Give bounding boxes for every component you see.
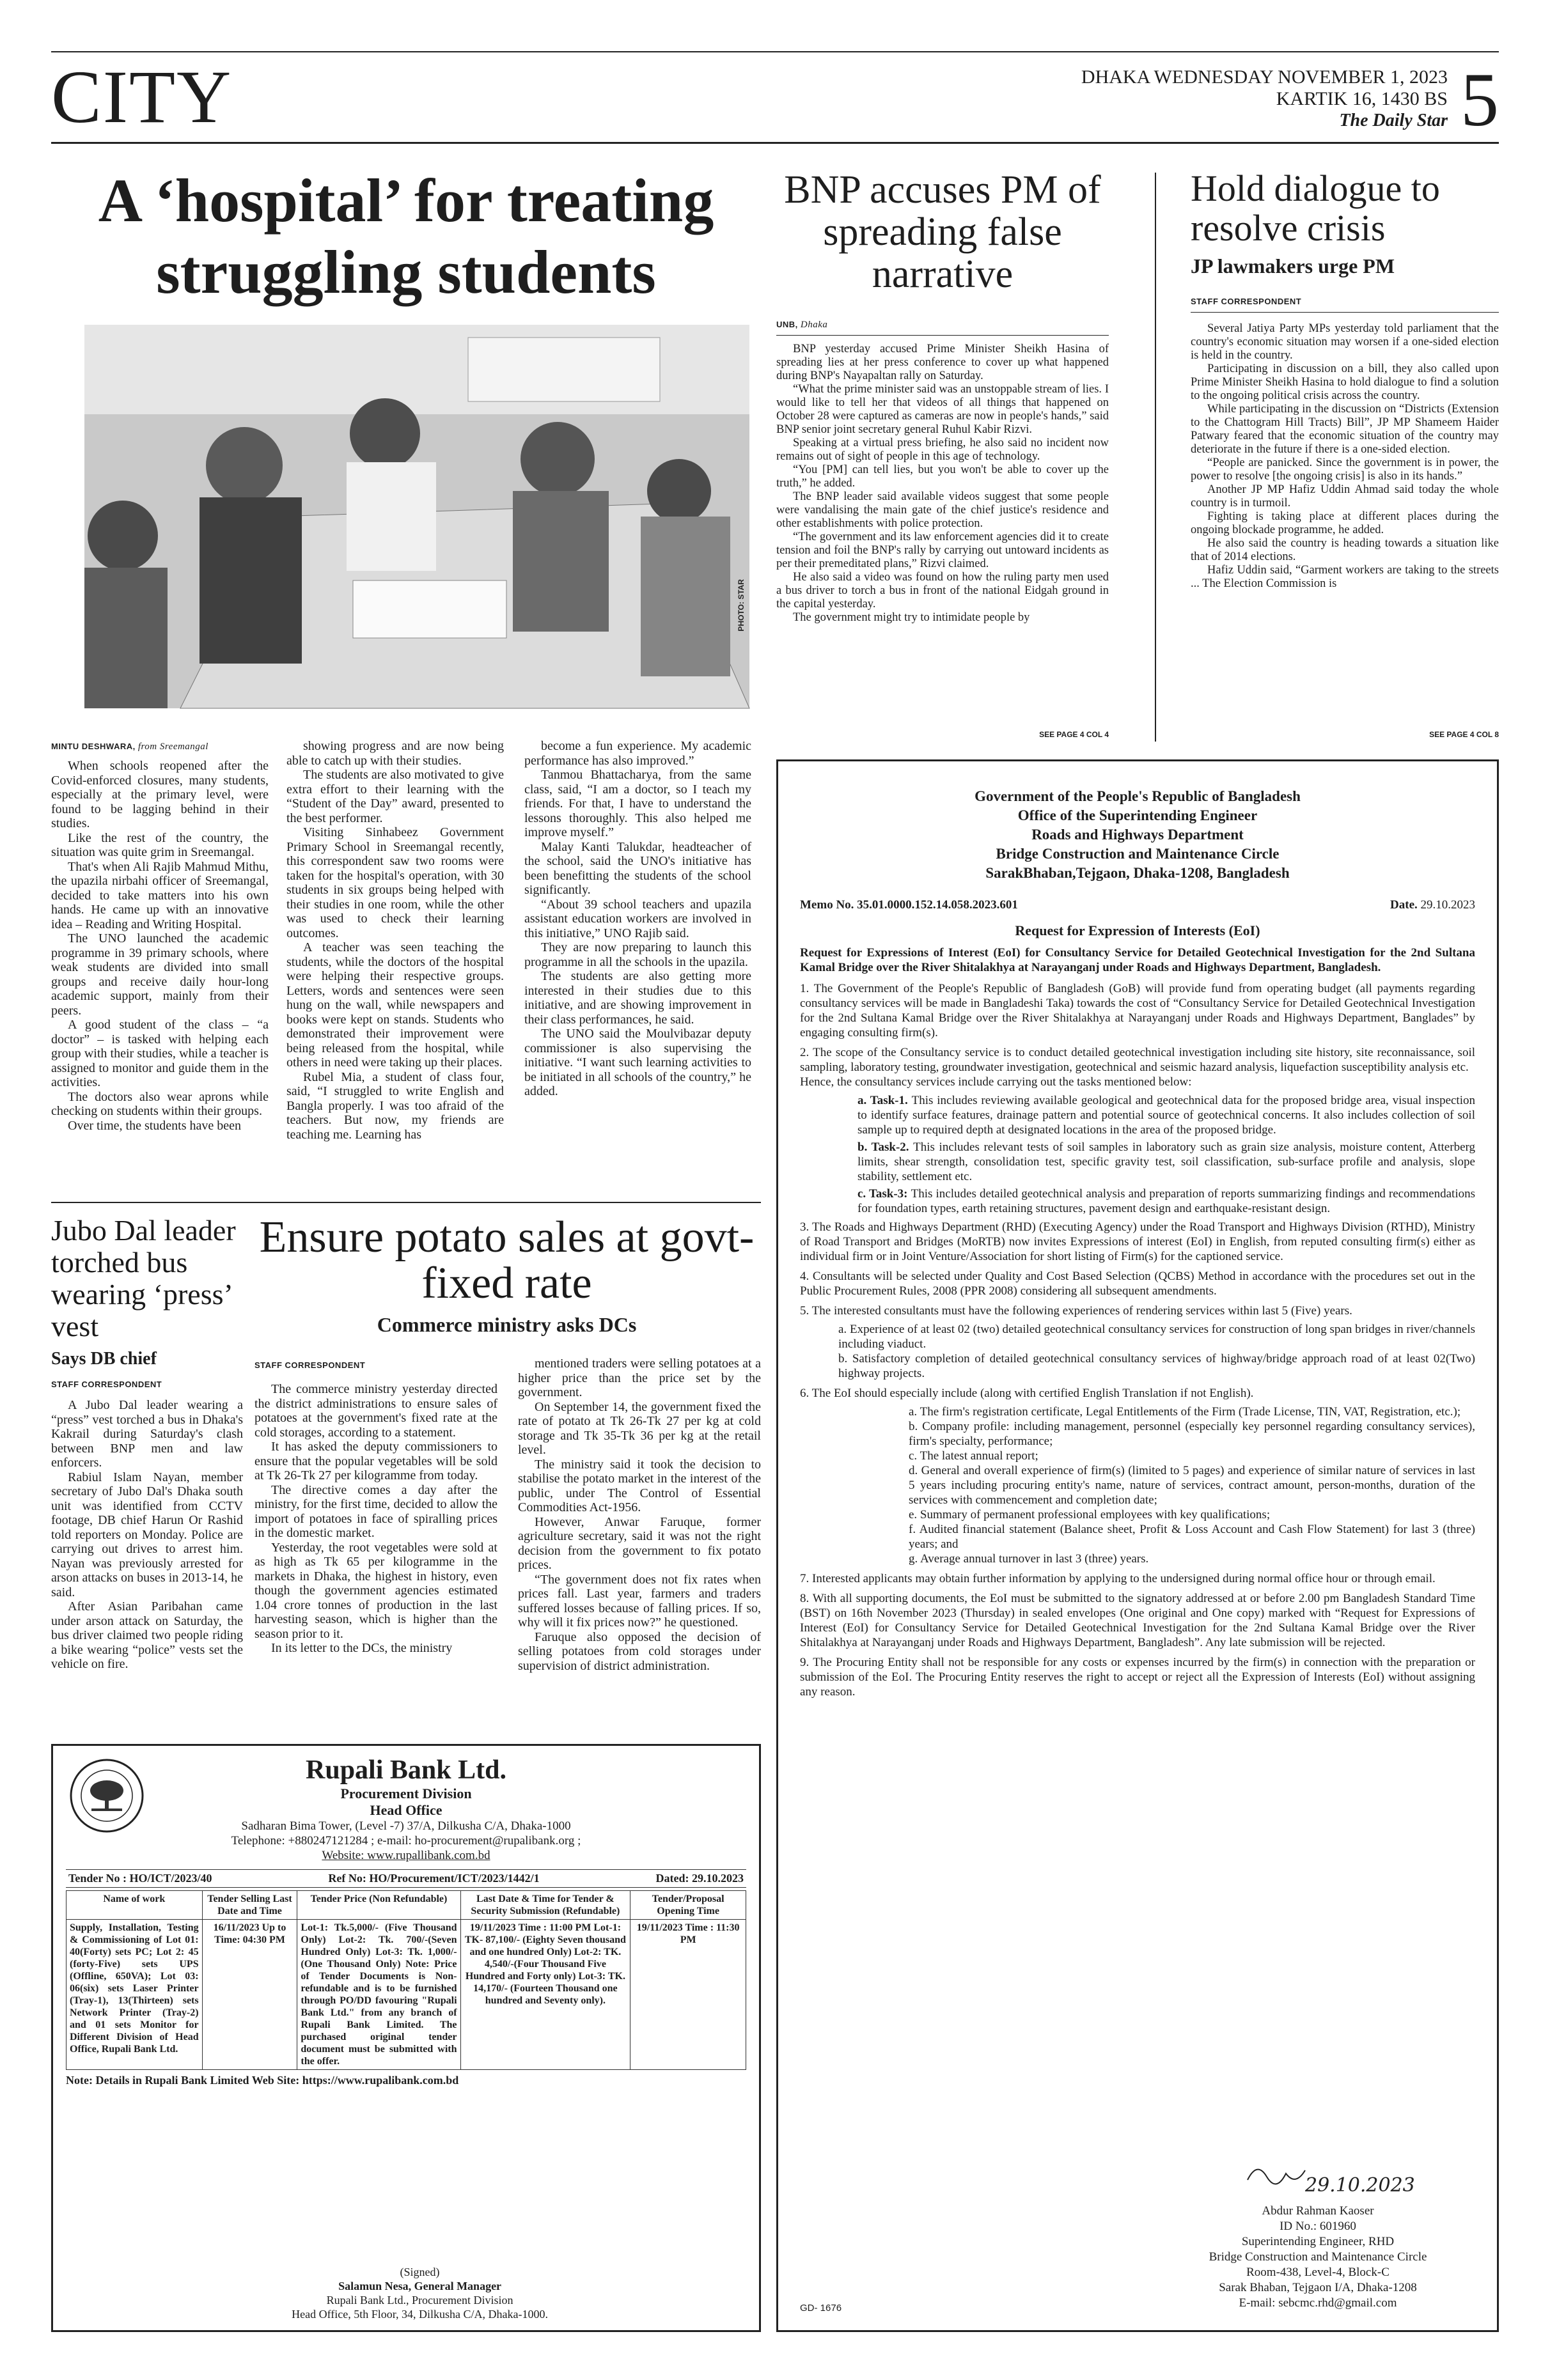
lead-paragraph: A teacher was seen teaching the students, while the doctors of the hospital were helping their respective groups. Letters, words and sentences were seen hung on the wall, while newspapers and books were kept on stands. Students who demonstrated their improvement were being released from the hospital, while others in need were taking up their places. (286, 940, 504, 1069)
jp-byline: STAFF CORRESPONDENT (1191, 297, 1302, 306)
jp-paragraph: Another JP MP Hafiz Uddin Ahmad said today the whole country is in turmoil. (1191, 483, 1499, 509)
rhd-eoi-ad (776, 759, 1499, 2332)
rupali-note: Note: Details in Rupali Bank Limited Web Site: https://www.rupalibank.com.bd (66, 2074, 459, 2087)
rhd-task-item (857, 1186, 1475, 1216)
lead-paragraph: The students are also motivated to give extra effort to their learning with the “Student of the Day” award, presented to the best performer. (286, 768, 504, 825)
jp-headline: Hold dialogue to resolve crisis (1191, 167, 1440, 249)
photo-illustration (84, 325, 749, 708)
rupali-telephone: Telephone: +880247121284 ; e-mail: ho-procurement@rupalibank.org ; (231, 1834, 581, 1847)
jp-paragraph: Participating in discussion on a bill, they also called upon Prime Minister Sheikh Hasina to hold dialogue to find a solution to the ongoing political crisis across the country. (1191, 362, 1499, 402)
rupali-bank-logo (68, 1757, 145, 1834)
rhd-header-line: Office of the Superintending Engineer (1017, 807, 1258, 823)
jp-subhead: JP lawmakers urge PM (1191, 254, 1395, 277)
rhd-task-label: c. Task-3: (857, 1187, 911, 1201)
rhd-title: Request for Expression of Interests (EoI) (1015, 922, 1260, 938)
rupali-bank-ad (51, 1744, 761, 2332)
jubo-paragraph: After Asian Paribahan came under arson attack on Saturday, the bus driver claimed two people riding a bike wearing “police” vests set the vehicle on fire. (51, 1599, 243, 1671)
signature-date: 29.10.2023 (1305, 2174, 1415, 2197)
rhd-p1: 1. The Government of the People's Republic of Bangladesh (GoB) will provide fund from operating budget (all payments regarding consultancy services will be made in Bangladeshi Taka) towards the cost of “Consultancy Service for Detailed Geotechnical Investigation for the 2nd Sultana Kamal Bridge over the River Shitalakhya at Narayanganj under Roads and Highways Department, Banglades” by engaging consulting firm(s). (800, 982, 1475, 1039)
jp-paragraph: Hafiz Uddin said, “Garment workers are taking to the streets ... The Election Commission is (1191, 564, 1499, 590)
rhd-p5-items (838, 1322, 1475, 1381)
potato-paragraph: The ministry said it took the decision to stabilise the potato market in the interest of the public, under The Control of Essential Commodities Act-1956. (518, 1457, 761, 1514)
th-selling-date: Tender Selling Last Date and Time (202, 1891, 297, 1920)
potato-paragraph: Faruque also opposed the decision of selling potatoes from cold storages under supervision of district administration. (518, 1629, 761, 1673)
th-submission: Last Date & Time for Tender & Security Submission (Refundable) (460, 1891, 630, 1920)
bnp-paragraph: “You [PM] can tell lies, but you won't be able to cover up the truth,” he added. (776, 463, 1109, 490)
jp-see-page: SEE PAGE 4 COL 8 (1429, 730, 1499, 739)
rhd-p8: 8. With all supporting documents, the EoI must be submitted to the signatory addressed at or before 2.00 pm Bangladesh Standard Time (BST) on 16th November 2023 (Thursday) in sealed envelopes (One original and One copy) marked with “Request for Expressions of Interest (EoI) for Consultancy Service for Detailed Geotechnical Investigation for the 2nd Sultana Kamal Bridge over the River Shitalakhya at Narayanganj under Roads and Highways Department, Bangladesh”. Any late submission will be rejected. (800, 1592, 1475, 1649)
rhd-task-text: This includes relevant tests of soil samples in laboratory such as grain size analysis, moisture content, Atterberg limits, shear strength, consolidation test, specific gravity test, soil classification, sub-surface profile and analysis, slope stability, settlement etc. (857, 1140, 1475, 1183)
th-price: Tender Price (Non Refundable) (297, 1891, 460, 1920)
bnp-paragraph: BNP yesterday accused Prime Minister Sheikh Hasina of spreading lies at her press conference to cover up what happened during BNP's Nayapaltan rally on Saturday. (776, 343, 1109, 382)
lead-paragraph: Visiting Sinhabeez Government Primary School in Sreemangal recently, this correspondent saw two rooms were taken for the hospital's operation, with 30 students in six groups being helped with their studies in one room, while the other was used to check their learning outcomes. (286, 825, 504, 940)
lead-column-3-text (524, 739, 751, 1099)
rhd-memo: Memo No. 35.01.0000.152.14.058.2023.601 (800, 898, 1018, 912)
potato-paragraph: In its letter to the DCs, the ministry (271, 1641, 453, 1655)
rhd-sig-line: Sarak Bhaban, Tejgaon I/A, Dhaka-1208 (1219, 2281, 1417, 2294)
lead-paragraph: A good student of the class – “a doctor” – is tasked with helping each group with their studies, while a teacher is assigned to monitor and guide them in the activities. (51, 1018, 269, 1089)
rupali-tender-table (66, 1890, 746, 2070)
lead-paragraph: Malay Kanti Talukdar, headteacher of the school, said the UNO's initiative has been benefitting the students of the school significantly. (524, 839, 751, 897)
lead-paragraph: Rubel Mia, a student of class four, said, “I struggled to write English and Bangla properly. I was too afraid of the teachers. But now, my friends are teaching me. Learning has (286, 1069, 504, 1142)
rupali-sig-addr: Head Office, 5th Floor, 34, Dilkusha C/A, Dhaka-1000. (292, 2308, 548, 2321)
rhd-sig-line: Bridge Construction and Maintenance Circle (1209, 2250, 1427, 2264)
lead-headline: A ‘hospital’ for treating struggling students (98, 166, 714, 306)
rhd-p6: 6. The EoI should especially include (along with certified English Translation if not English). (800, 1387, 1254, 1400)
td-opening: 19/11/2023 Time : 11:30 PM (630, 1920, 746, 2070)
lead-paragraph: Over time, the students have been (68, 1118, 242, 1133)
lead-bottom-rule (51, 1202, 761, 1203)
lead-byline (51, 742, 269, 752)
lead-paragraph: The UNO said the Moulvibazar deputy commissioner is also supervising the initiative. “I want such learning activities to be initiated in all schools of the country,” he added. (524, 1027, 751, 1098)
rhd-sig-lines (1177, 2204, 1459, 2311)
potato-paragraph: On September 14, the government fixed the rate of potato at Tk 26-Tk 27 per kg at cold storage and Tk 35-Tk 36 per kg at the retail level. (518, 1399, 761, 1457)
td-selling: 16/11/2023 Up to Time: 04:30 PM (202, 1920, 297, 2070)
rhd-p7: 7. Interested applicants may obtain further information by applying to the undersigned during normal office hour or through email. (800, 1572, 1436, 1585)
bangla-date: KARTIK 16, 1430 BS (1276, 88, 1448, 109)
potato-paragraph: The directive comes a day after the ministry, for the first time, decided to allow the import of potatoes in face of spiralling prices in the domestic market. (254, 1482, 497, 1540)
rhd-task-label: a. Task-1. (857, 1094, 912, 1107)
rhd-p6-items (909, 1404, 1475, 1566)
rhd-subject: Request for Expressions of Interest (EoI) for Consultancy Service for Detailed Geotechnical Investigation for the 2nd Sultana Kamal Bridge over the River Shitalakhya at Narayanganj under Roads and Highways Department, Bangladesh. (800, 946, 1475, 974)
rhd-p2b: Hence, the consultancy services include carrying out the tasks mentioned below: (800, 1075, 1192, 1089)
rhd-task-label: b. Task-2. (857, 1140, 914, 1154)
jubo-subhead: Says DB chief (51, 1349, 157, 1369)
rhd-header-line: Government of the People's Republic of Bangladesh (975, 788, 1301, 804)
rhd-p3: 3. The Roads and Highways Department (RHD) (Executing Agency) under the Road Transport and Highways Division (RTHD), Ministry of Road Transport and Bridges (MoRTB) now invites Expressions of interest (EoI) in English, from reputed consulting firm(s) either as individual firm or in Joint Venture/Association for short listing of Firm(s) for the captioned service. (800, 1220, 1475, 1263)
bnp-rule (776, 335, 1109, 336)
rhd-eoi-item: g. Average annual turnover in last 3 (three) years. (909, 1552, 1149, 1566)
rhd-p2: 2. The scope of the Consultancy service is to conduct detailed geotechnical investigation including site history, site reconnaissance, soil sampling, laboratory testing, groundwater investigation, geotechnical and seismic hazard analysis, liquefaction susceptibility analysis etc. (800, 1046, 1475, 1074)
rupali-name: Rupali Bank Ltd. (306, 1755, 506, 1785)
lead-paragraph: showing progress and are now being able to catch up with their studies. (286, 739, 504, 768)
lead-paragraph: The UNO launched the academic programme in 39 primary schools, where weak students are divided into small groups and receive daily hour-long academic support, mainly from their peers. (51, 931, 269, 1018)
bnp-paragraph: He also said a video was found on how the ruling party men used a bus driver to torch a bus in front of the national Eidgah ground in the capital yesterday. (776, 571, 1109, 611)
rhd-header (800, 787, 1475, 883)
rupali-website[interactable]: Website: www.rupallibank.com.bd (322, 1849, 490, 1862)
rhd-eoi-item: d. General and overall experience of firm(s) (limited to 5 pages) and experience of similar nature of services in last 5 years including procuring entity's name, nature of services, contract amount, person-months, duration of the services with commencement and completion date; (909, 1464, 1475, 1507)
rupali-tender-no: Tender No : HO/ICT/2023/40 (68, 1872, 212, 1885)
rupali-office: Head Office (370, 1802, 442, 1818)
potato-column-1 (254, 1382, 497, 1656)
lead-column-2-text (286, 739, 504, 1142)
potato-headline: Ensure potato sales at govt-fixed rate (259, 1213, 755, 1308)
th-name-of-work: Name of work (67, 1891, 203, 1920)
bnp-byline (776, 320, 827, 331)
lead-col-1 (51, 742, 269, 1133)
section-title: CITY (51, 55, 233, 139)
lead-byline-place: from Sreemangal (137, 742, 208, 752)
jubo-story (51, 1215, 243, 1672)
bnp-byline-place: Dhaka (800, 320, 828, 330)
photo-credit: PHOTO: STAR (737, 579, 746, 632)
potato-paragraph: The commerce ministry yesterday directed the district administrations to ensure sales of potatoes at the government's fixed rate at the cold storages, according to a statement. (254, 1382, 497, 1440)
td-submission: 19/11/2023 Time : 11:00 PM Lot-1: TK- 87,100/- (Eighty Seven thousand and one hundred Only) Lot-2: TK. 4,540/-(Four Thousand Five Hundred and Forty only) Lot-3: TK. 14,170/- (Fourteen Thousand one hundred and Seventy only). (460, 1920, 630, 2070)
rhd-p9: 9. The Procuring Entity shall not be responsible for any costs or expenses incurred by the firm(s) in connection with the preparation or submission of the EoI. The Procuring Entity reserves the right to accept or reject all the Expression of Interests (EoI) without assigning any reason. (800, 1656, 1475, 1699)
rhd-sig-line: E-mail: sebcmc.rhd@gmail.com (1239, 2296, 1397, 2310)
potato-byline: STAFF CORRESPONDENT (254, 1360, 366, 1370)
lead-paragraph: That's when Ali Rajib Mahmud Mithu, the upazila nirbahi officer of Sreemangal, decided to take matters into his own hands. He came up with an innovative idea – Reading and Writing Hospital. (51, 859, 269, 931)
potato-subhead: Commerce ministry asks DCs (377, 1313, 637, 1336)
rhd-date-value: 29.10.2023 (1420, 898, 1475, 912)
jp-paragraph: Several Jatiya Party MPs yesterday told parliament that the country's economic situation may worsen if a one-sided election is held in the country. (1191, 322, 1499, 362)
rupali-signed: (Signed) (400, 2266, 440, 2278)
rhd-header-line: Roads and Highways Department (1031, 827, 1244, 843)
lead-paragraph: “About 39 school teachers and upazila assistant education workers are involved in this initiative,” UNO Rajib said. (524, 897, 751, 940)
rhd-task-text: This includes detailed geotechnical analysis and preparation of reports summarizing findings and recommendations for foundation types, earth retaining structures, pavement design and earthquake-resistant design. (857, 1187, 1475, 1215)
rupali-division: Procurement Division (340, 1785, 472, 1801)
handwritten-signature (1235, 2154, 1415, 2199)
rhd-date: Date. 29.10.2023 (1390, 898, 1475, 912)
bnp-paragraph: “The government and its law enforcement agencies did it to create tension and foil the BNP's rally by carrying out untoward incidents as per their premeditated plans,” Rizvi claimed. (776, 531, 1109, 570)
jubo-byline: STAFF CORRESPONDENT (51, 1380, 162, 1389)
rupali-signature (292, 2265, 548, 2321)
bnp-headline: BNP accuses PM of spreading false narrative (784, 168, 1101, 296)
lead-paragraph: become a fun experience. My academic performance has also improved.” (524, 739, 751, 768)
potato-head (253, 1215, 761, 1337)
bnp-paragraph: “What the prime minister said was an unstoppable stream of lies. I would like to tell her that videos of all things that happened on October 28 were captured as cameras are now in people's hands,” said BNP senior joint secretary general Ruhul Kabir Rizvi. (776, 383, 1109, 436)
potato-paragraph: However, Anwar Faruque, former agriculture secretary, said it was not the right decision from the government to fix potato prices. (518, 1514, 761, 1572)
rupali-sig-name: Salamun Nesa, General Manager (338, 2280, 502, 2292)
lead-paragraph: Like the rest of the country, the situation was quite grim in Sreemangal. (51, 830, 269, 859)
lead-byline-name: MINTU DESHWARA, (51, 742, 136, 751)
rupali-dated: Dated: 29.10.2023 (655, 1872, 744, 1885)
rhd-task-item (857, 1093, 1475, 1137)
rupali-sig-org: Rupali Bank Ltd., Procurement Division (326, 2294, 513, 2306)
rhd-eoi-item: b. Company profile: including management, personnel (especially key personnel regarding consultancy services), firm's specialty, performance; (909, 1420, 1475, 1448)
page-number: 5 (1460, 57, 1499, 142)
rhd-task-item (857, 1140, 1475, 1184)
potato-paragraph: Yesterday, the root vegetables were sold at as high as Tk 65 per kilogramme in the markets in Dhaka, the highest in history, even though the government agencies estimated 1.04 crore tonnes of production in the last harvesting season, which is higher than the season prior to it. (254, 1540, 497, 1641)
rhd-experience-item: b. Satisfactory completion of detailed geotechnical consultancy services of highway/bridge approach road of at least 02(Two) highway projects. (838, 1352, 1475, 1380)
rhd-header-line: Bridge Construction and Maintenance Circle (996, 846, 1280, 862)
bnp-paragraph: The BNP leader said available videos suggest that some people were vandalising the main gate of the chief justice's residence and other establishments with police protection. (776, 490, 1109, 530)
lead-paragraph: Tanmou Bhattacharya, from the same class, said, “I am a doctor, so I teach my friends. For that, I have to understand the lessons thoroughly. This also helped me improve myself.” (524, 768, 751, 839)
potato-paragraph: It has asked the deputy commissioners to ensure that the popular vegetables will be sold at Tk 26-Tk 27 per kilogramme from today. (254, 1440, 497, 1482)
lead-paragraph: The students are also getting more interested in their studies due to this initiative, and are showing improvement in their class performances, he said. (524, 969, 751, 1027)
td-price: Lot-1: Tk.5,000/- (Five Thousand Only) Lot-2: Tk. 700/-(Seven Hundred Only) Lot-3: Tk. 1,000/-(One Thousand Only) Note: Price of Tender Documents is Non-refundable and is to be furnished through PO/DD favouring "Rupali Bank Ltd." from any branch of Rupali Bank Limited. The purchased original tender document must be submitted with the offer. (297, 1920, 460, 2070)
rhd-sig-line: Room-438, Level-4, Block-C (1246, 2266, 1390, 2279)
lead-column-1-text (51, 759, 269, 1133)
jp-paragraph: “People are panicked. Since the government is in power, the power to resolve [the ongoing crisis] is also in its hands.” (1191, 456, 1499, 483)
rhd-gd-number: GD- 1676 (800, 2303, 842, 2314)
dateline-block (1081, 66, 1448, 132)
rupali-ref-row (66, 1869, 746, 1888)
masthead-rule (51, 142, 1499, 144)
rhd-sig-line: Superintending Engineer, RHD (1241, 2235, 1395, 2248)
rhd-tasks (857, 1093, 1475, 1216)
jp-paragraph: Fighting is taking place at different places during the ongoing blockade programme, he added. (1191, 510, 1499, 536)
rhd-sig-line: Abdur Rahman Kaoser (1262, 2204, 1374, 2218)
rhd-eoi-item: f. Audited financial statement (Balance sheet, Profit & Loss Account and Cash Flow Statement) for last 3 (three) years; and (909, 1523, 1475, 1551)
jp-body (1191, 322, 1499, 591)
rhd-eoi-item: a. The firm's registration certificate, Legal Entitlements of the Firm (Trade License, TIN, VAT, Registration, etc.); (909, 1405, 1461, 1419)
td-work: Supply, Installation, Testing & Commissioning of Lot 01: 40(Forty) sets PC; Lot 2: 45 (forty-Five) sets UPS (Offline, 650VA); Lot 03: 06(six) sets Laser Printer (Tray-1), 13(Thirteen) sets Network Printer (Tray-2) and 01 sets Monitor for Different Division of Head Office, Rupali Bank Ltd. (67, 1920, 203, 2070)
rhd-experience-item: a. Experience of at least 02 (two) detailed geotechnical consultancy services for construction of long span bridges in river/channels including viaduct. (838, 1323, 1475, 1351)
th-opening: Tender/Proposal Opening Time (630, 1891, 746, 1920)
rhd-eoi-item: c. The latest annual report; (909, 1449, 1038, 1463)
top-rule (51, 51, 1499, 52)
jubo-body (51, 1398, 243, 1672)
bnp-body (776, 343, 1109, 625)
jubo-headline: Jubo Dal leader torched bus wearing ‘press’ vest (51, 1214, 236, 1342)
rhd-eoi-item: e. Summary of permanent professional employees with key qualifications; (909, 1508, 1271, 1521)
jubo-paragraph: A Jubo Dal leader wearing a “press” vest torched a bus in Dhaka's Kakrail during Saturday's clash between BNP men and law enforcers. (51, 1398, 243, 1470)
rhd-p5: 5. The interested consultants must have the following experiences of rendering services within last 5 (Five) years. (800, 1304, 1352, 1318)
bnp-paragraph: Speaking at a virtual press briefing, he also said no incident now remains out of sight of people in this age of technology. (776, 437, 1109, 463)
paper-logo: The Daily Star (1339, 111, 1448, 130)
jp-paragraph: While participating in the discussion on “Districts (Extension to the Chattogram Hill Tracts) Bill”, JP MP Shameem Haider Patwary feared that the economic situation of the country may deteriorate in the future if there is a one-sided election. (1191, 403, 1499, 456)
bnp-paragraph: The government might try to intimidate people by (793, 611, 1030, 624)
rhd-p4: 4. Consultants will be selected under Quality and Cost Based Selection (QCBS) Method in accordance with the procedures set out in the Public Procurement Rules, 2008 (PPR 2008) considering all subsequent amendments. (800, 1270, 1475, 1298)
tender-header-row (67, 1891, 746, 1920)
jp-paragraph: He also said the country is heading towards a situation like that of 2014 elections. (1191, 537, 1499, 563)
lead-paragraph: They are now preparing to launch this programme in all the schools in the upazila. (524, 940, 751, 969)
rhd-sig-line: ID No.: 601960 (1280, 2220, 1356, 2233)
bnp-see-page: SEE PAGE 4 COL 4 (1039, 730, 1109, 739)
rupali-address: Sadharan Bima Tower, (Level -7) 37/A, Dilkusha C/A, Dhaka-1000 (241, 1819, 571, 1833)
tender-row (67, 1920, 746, 2070)
rhd-header-line: SarakBhaban,Tejgaon, Dhaka-1208, Bangladesh (985, 865, 1290, 881)
rupali-ref-no: Ref No: HO/Procurement/ICT/2023/1442/1 (328, 1872, 540, 1885)
jubo-paragraph: Rabiul Islam Nayan, member secretary of Jubo Dal's Dhaka south unit was identified from CCTV footage, DB chief Harun Or Rashid told reporters on Monday. Police are carrying out drives to arrest him. Nayan was previously arrested for arson attacks on buses in 2013-14, he said. (51, 1470, 243, 1599)
potato-column-2 (518, 1357, 761, 1673)
rhd-signature (1177, 2154, 1459, 2311)
bnp-byline-name: UNB, (776, 320, 798, 329)
lead-paragraph: When schools reopened after the Covid-enforced closures, many students, especially at the primary level, were found to be lagging behind in their studies. (51, 759, 269, 830)
potato-paragraph: “The government does not fix rates when prices fall. Last year, farmers and traders suffered losses because of falling prices. If so, why will it fix prices now?” he questioned. (518, 1572, 761, 1629)
rhd-task-text: This includes reviewing available geological and geotechnical data for the proposed bridge area, visual inspection to identify surface features, drainage pattern and potential source of geotechnical concerns. It also includes collection of soil sample up to required depth at designated locations in the area of the proposed bridge. (857, 1094, 1475, 1137)
potato-paragraph: mentioned traders were selling potatoes at a higher price than the price set by the government. (518, 1357, 761, 1399)
rhd-memo-row (800, 898, 1475, 912)
students-photo (84, 325, 749, 708)
column-divider (1155, 173, 1156, 742)
jp-rule (1191, 312, 1499, 313)
dateline: DHAKA WEDNESDAY NOVEMBER 1, 2023 (1081, 66, 1448, 88)
lead-paragraph: The doctors also wear aprons while checking on students within their groups. (51, 1089, 269, 1118)
